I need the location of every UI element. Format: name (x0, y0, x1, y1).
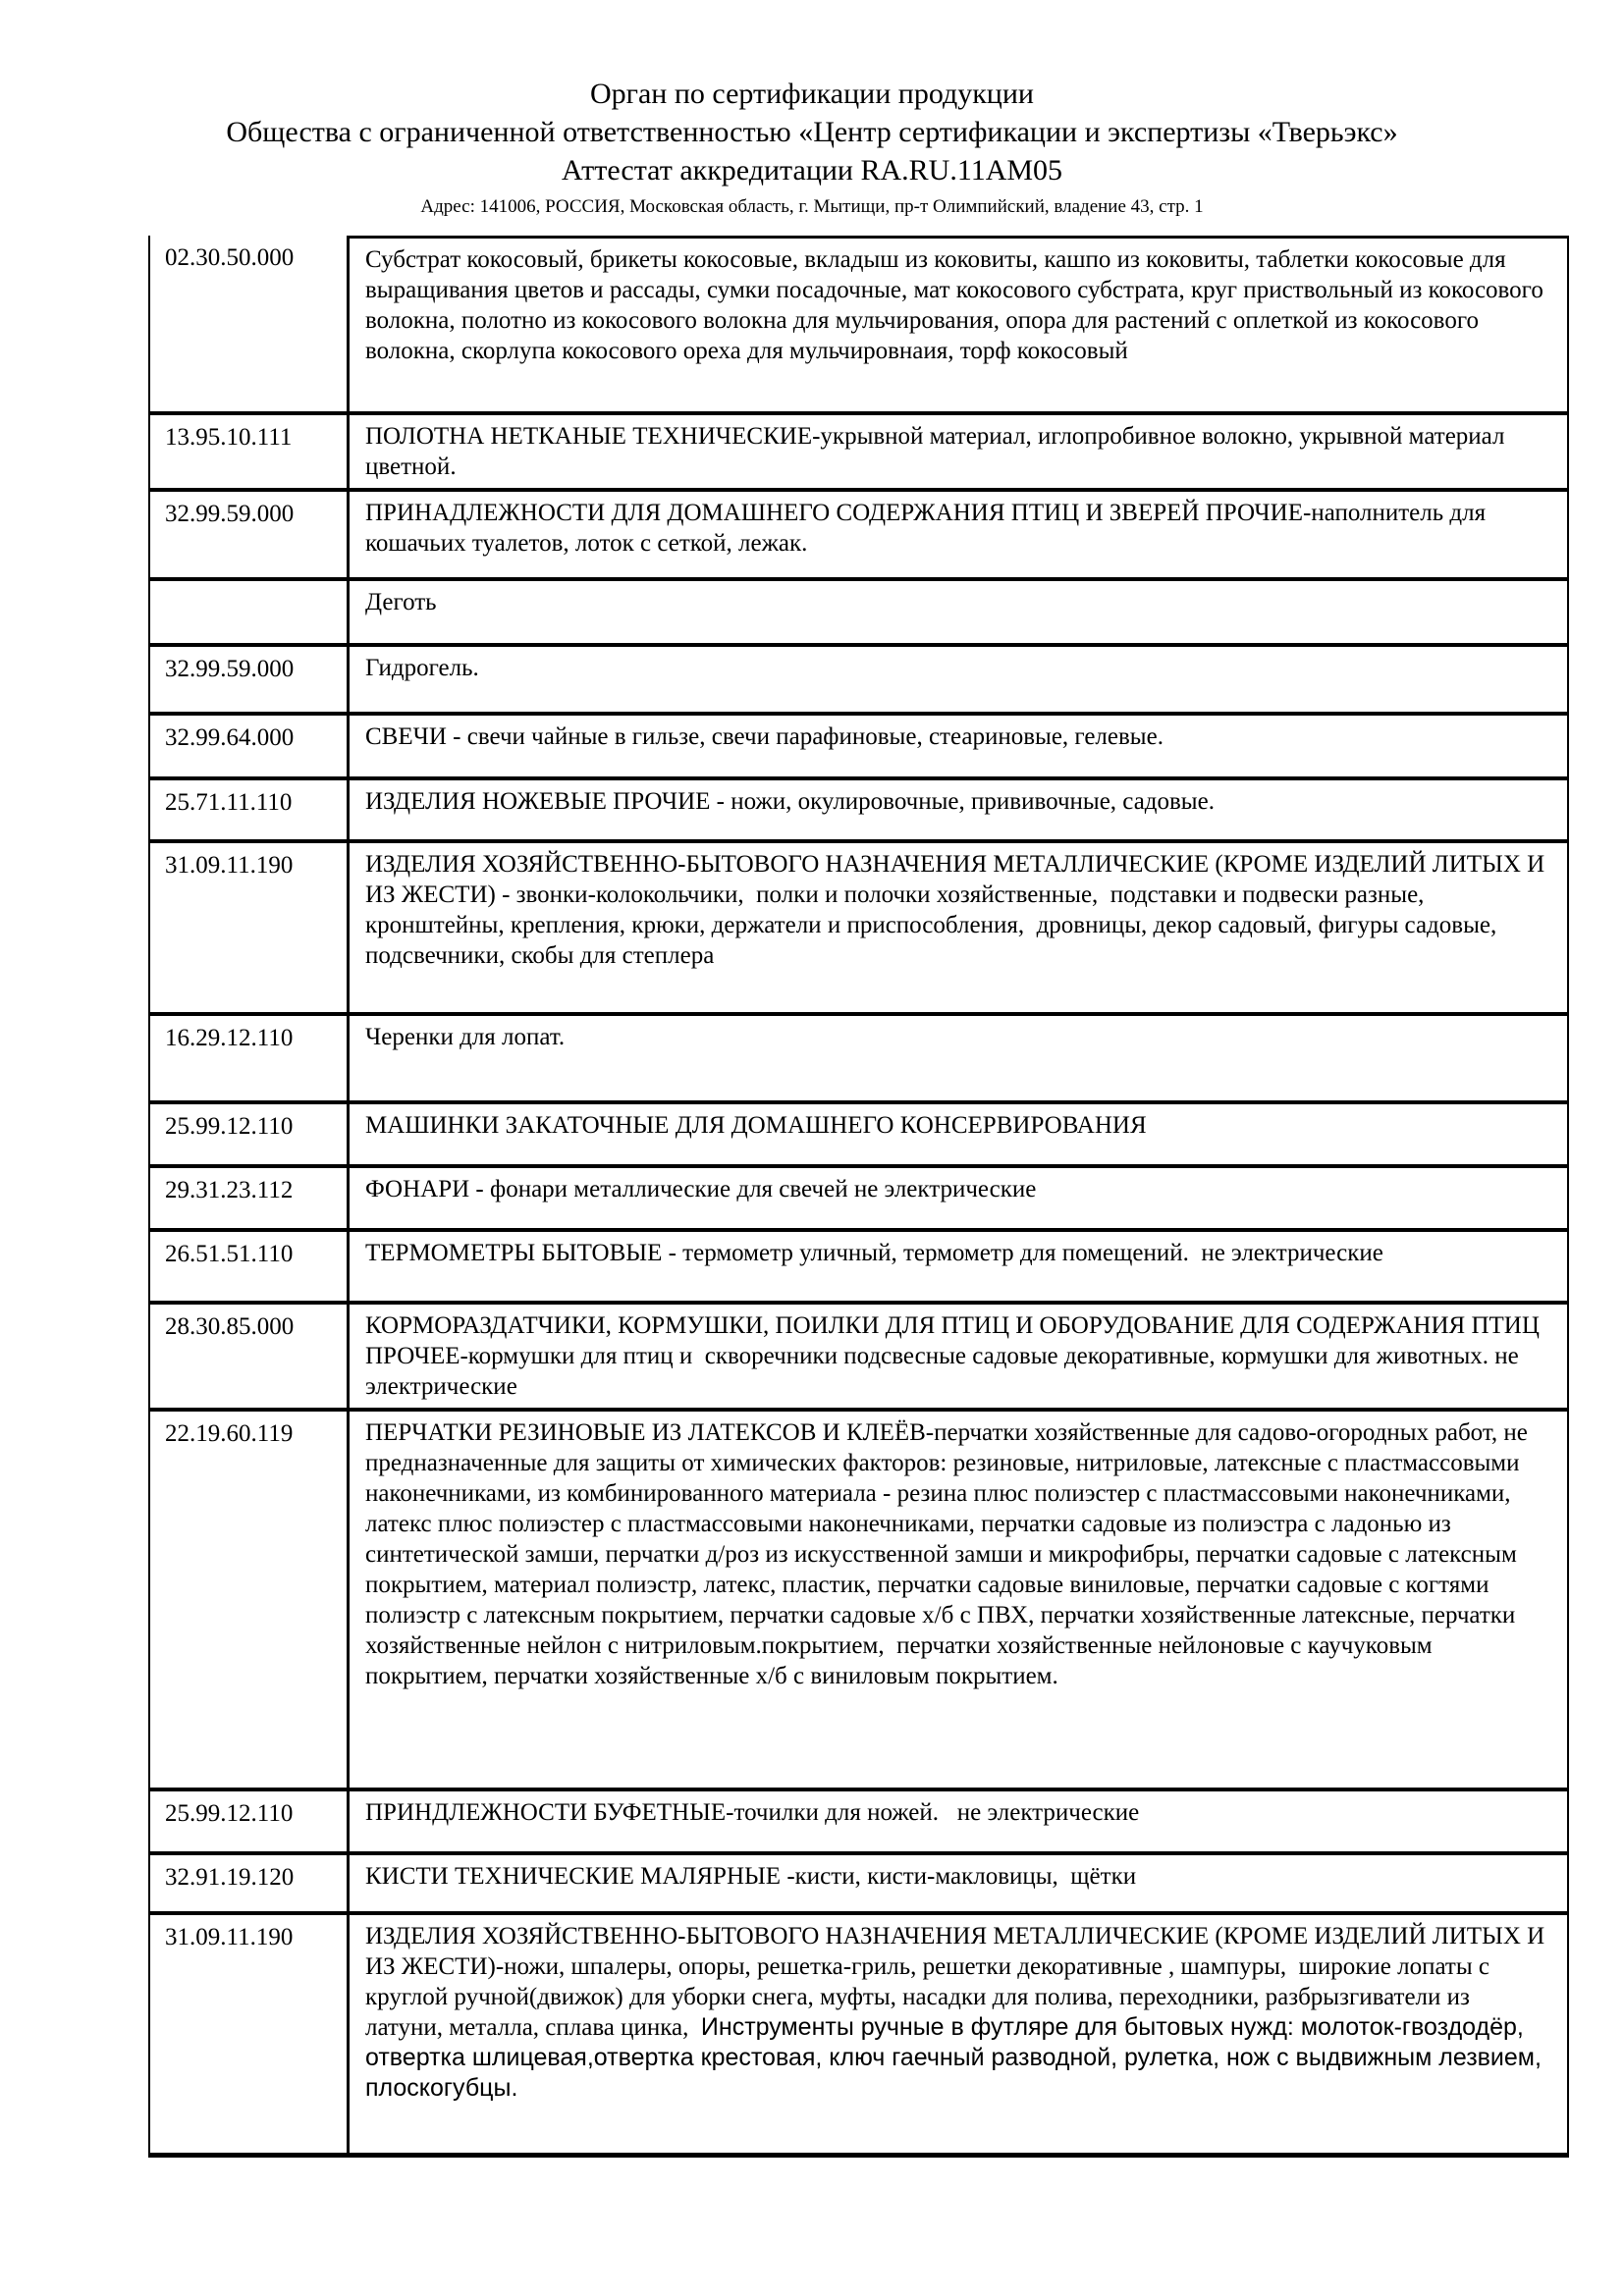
code-cell: 22.19.60.119 (150, 1412, 350, 1788)
description-cell: ПРИНДЛЕЖНОСТИ БУФЕТНЫЕ-точилки для ножей. не электрические (365, 1799, 1140, 1826)
description-cell: Деготь (365, 589, 437, 615)
table-row (150, 1104, 1567, 1168)
code-cell: 26.51.51.110 (150, 1232, 350, 1301)
code-cell: 28.30.85.000 (150, 1305, 350, 1408)
table-row (150, 1412, 1567, 1791)
table-row (150, 1915, 1567, 2153)
description-cell: КИСТИ ТЕХНИЧЕСКИЕ МАЛЯРНЫЕ -кисти, кисти-макловицы, щётки (365, 1863, 1137, 1890)
products-table (148, 236, 1569, 2158)
code-cell: 25.71.11.110 (150, 780, 350, 839)
description-serif-segment: ИЗДЕЛИЯ ХОЗЯЙСТВЕННО-БЫТОВОГО НАЗНАЧЕНИЯ МЕТАЛЛИЧЕСКИЕ (КРОМЕ ИЗДЕЛИЙ ЛИТЫХ И ИЗ ЖЕСТИ)-ножи, шпалеры, опоры, решетка-гриль, решетки декоративные , шампуры, широкие лопаты с круглой ручной(движок) для уборки снега, муфты, насадки для полива, переходники, разбрызгиватели из латуни, металла, сплава цинка, (365, 1923, 1551, 2041)
accreditation-number: Аттестат аккредитации RA.RU.11AM05 (561, 154, 1063, 187)
table-row (150, 1855, 1567, 1915)
code-cell: 16.29.12.110 (150, 1016, 350, 1100)
table-row (150, 647, 1567, 716)
description-cell: ИЗДЕЛИЯ НОЖЕВЫЕ ПРОЧИЕ - ножи, окулировочные, прививочные, садовые. (365, 788, 1215, 815)
description-cell: ИЗДЕЛИЯ ХОЗЯЙСТВЕННО-БЫТОВОГО НАЗНАЧЕНИЯ МЕТАЛЛИЧЕСКИЕ (КРОМЕ ИЗДЕЛИЙ ЛИТЫХ И ИЗ ЖЕСТИ) - звонки-колокольчики, полки и полочки хозяйственные, подставки и подвески разные, кронштейны, крепления, крюки, держатели и приспособления, дровницы, декор садовый, фигуры садовые, подсвечники, скобы для степлера (365, 851, 1551, 969)
table-row (150, 1232, 1567, 1305)
certification-body-title: Орган по сертификации продукции (590, 78, 1034, 110)
code-cell: 25.99.12.110 (150, 1791, 350, 1851)
description-cell: Черенки для лопат. (365, 1024, 566, 1050)
code-cell: 32.99.64.000 (150, 716, 350, 776)
description-cell: ТЕРМОМЕТРЫ БЫТОВЫЕ - термометр уличный, термометр для помещений. не электрические (365, 1240, 1383, 1266)
description-cell (350, 1915, 1567, 2153)
code-cell: 25.99.12.110 (150, 1104, 350, 1164)
description-cell: КОРМОРАЗДАТЧИКИ, КОРМУШКИ, ПОИЛКИ ДЛЯ ПТИЦ И ОБОРУДОВАНИЕ ДЛЯ СОДЕРЖАНИЯ ПТИЦ ПРОЧЕЕ-кормушки для птиц и скворечники подсвесные садовые декоративные, кормушки для животных. не электрические (365, 1312, 1546, 1400)
organization-name: Общества с ограниченной ответственностью «Центр сертификации и экспертизы «Тверьэкс» (226, 116, 1398, 148)
table-row (150, 492, 1567, 581)
table-row (150, 716, 1567, 780)
table-row (150, 1305, 1567, 1412)
description-cell: ПОЛОТНА НЕТКАНЫЕ ТЕХНИЧЕСКИЕ-укрывной материал, иглопробивное волокно, укрывной материал цветной. (365, 423, 1511, 480)
code-cell: 29.31.23.112 (150, 1168, 350, 1228)
code-cell: 13.95.10.111 (150, 415, 350, 488)
code-cell: 31.09.11.190 (150, 843, 350, 1012)
code-cell: 02.30.50.000 (150, 236, 350, 411)
description-cell: Субстрат кокосовый, брикеты кокосовые, вкладыш из коковиты, кашпо из коковиты, таблетки кокосовые для выращивания цветов и рассады, сумки посадочные, мат кокосового субстрата, круг приствольный из кокосового волокна, полотно из кокосового волокна для мульчирования, опора для растений с оплеткой из кокосового волокна, скорлупа кокосового ореха для мульчировнаия, торф кокосовый (350, 236, 1567, 411)
code-cell: 32.91.19.120 (150, 1855, 350, 1911)
table-row (150, 581, 1567, 647)
description-sans-segment: Инструменты ручные в футляре для бытовых нужд: молоток-гвоздодёр, отвертка шлицевая,отвертка крестовая, ключ гаечный разводной, рулетка, нож с выдвижным лезвием, плоскогубцы. (365, 2013, 1548, 2102)
code-cell: 32.99.59.000 (150, 492, 350, 577)
table-row (150, 415, 1567, 492)
code-cell: 32.99.59.000 (150, 647, 350, 712)
description-cell: Гидрогель. (365, 655, 479, 681)
table-row (150, 780, 1567, 843)
description-cell: ПЕРЧАТКИ РЕЗИНОВЫЕ ИЗ ЛАТЕКСОВ И КЛЕЁВ-перчатки хозяйственные для садово-огородных работ, не предназначенные для защиты от химических факторов: резиновые, нитриловые, латексные с пластмассовыми наконечниками, из комбинированного материала - резина плюс полиэстер с пластмассовыми наконечниками, латекс плюс полиэстер с пластмассовыми наконечниками, перчатки садовые из полиэстра с ладонью из синтетической замши, перчатки д/роз из искусственной замши и микрофибры, перчатки садовые с латексным покрытием, материал полиэстр, латекс, пластик, перчатки садовые виниловые, перчатки садовые с когтями полиэстр с латексным покрытием, перчатки садовые х/б с ПВХ, перчатки хозяйственные латексные, перчатки хозяйственные нейлон с нитриловым.покрытием, перчатки хозяйственные нейлоновые с каучуковым покрытием, перчатки хозяйственные х/б с виниловым покрытием. (365, 1419, 1535, 1689)
description-cell: СВЕЧИ - свечи чайные в гильзе, свечи парафиновые, стеариновые, гелевые. (365, 723, 1164, 750)
organization-address: Адрес: 141006, РОССИЯ, Московская область, г. Мытищи, пр-т Олимпийский, владение 43, стр. 1 (420, 196, 1204, 217)
description-cell: МАШИНКИ ЗАКАТОЧНЫЕ ДЛЯ ДОМАШНЕГО КОНСЕРВИРОВАНИЯ (365, 1112, 1147, 1139)
document-header (0, 75, 1624, 220)
table-row (150, 843, 1567, 1016)
table-row (150, 1791, 1567, 1855)
table-row (150, 1168, 1567, 1232)
description-cell: ФОНАРИ - фонари металлические для свечей не электрические (365, 1176, 1037, 1202)
code-cell (150, 581, 350, 643)
table-row (150, 236, 1567, 415)
table-row (150, 1016, 1567, 1104)
description-cell: ПРИНАДЛЕЖНОСТИ ДЛЯ ДОМАШНЕГО СОДЕРЖАНИЯ ПТИЦ И ЗВЕРЕЙ ПРОЧИЕ-наполнитель для кошачьих туалетов, лоток с сеткой, лежак. (365, 500, 1492, 557)
code-cell: 31.09.11.190 (150, 1915, 350, 2153)
